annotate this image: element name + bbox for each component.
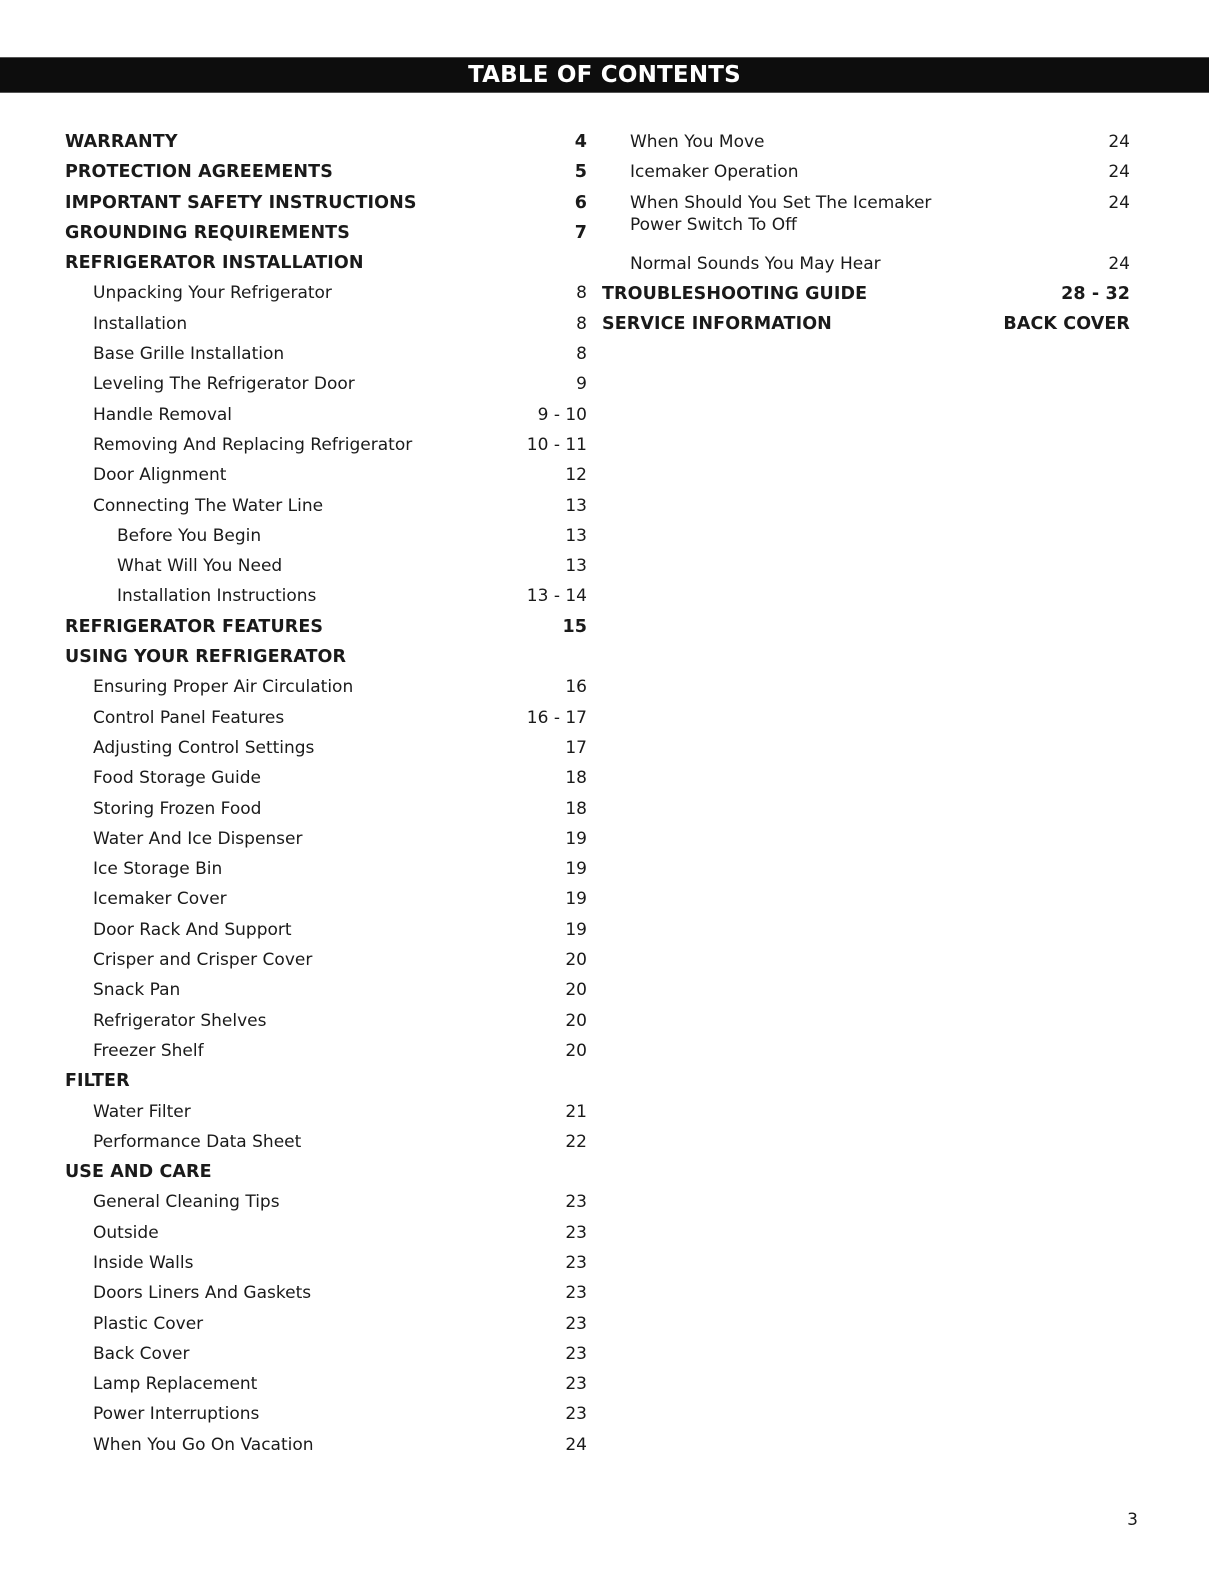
toc-entry-page: 28 - 32 bbox=[1061, 283, 1130, 304]
toc-entry bbox=[65, 1399, 587, 1429]
toc-entry bbox=[602, 279, 1130, 309]
toc-entry-page: 8 bbox=[576, 283, 587, 304]
toc-entry-page: 20 bbox=[565, 950, 587, 971]
toc-entry-title: Power Interruptions bbox=[93, 1404, 260, 1425]
toc-entry-page: 18 bbox=[565, 798, 587, 819]
toc-entry-title: General Cleaning Tips bbox=[93, 1192, 280, 1213]
toc-entry-page: 19 bbox=[565, 919, 587, 940]
toc-entry-title: Water Filter bbox=[93, 1101, 191, 1122]
toc-entry-title: When You Go On Vacation bbox=[93, 1434, 314, 1455]
toc-entry-page: 24 bbox=[1108, 192, 1130, 213]
toc-entry bbox=[65, 127, 587, 157]
toc-entry bbox=[65, 1006, 587, 1036]
toc-entry bbox=[65, 975, 587, 1005]
toc-entry-title: Crisper and Crisper Cover bbox=[93, 950, 313, 971]
toc-entry-title: Removing And Replacing Refrigerator bbox=[93, 434, 413, 455]
toc-entry-title: Inside Walls bbox=[93, 1252, 194, 1273]
toc-entry-page: 23 bbox=[565, 1283, 587, 1304]
toc-entry-page: 23 bbox=[565, 1343, 587, 1364]
toc-entry-page: 24 bbox=[1108, 162, 1130, 183]
toc-entry-title: Plastic Cover bbox=[93, 1313, 204, 1334]
toc-entry bbox=[65, 672, 587, 702]
toc-entry bbox=[65, 157, 587, 187]
toc-entry bbox=[65, 400, 587, 430]
toc-entry-title: When Should You Set The Icemaker Power Switch To Off bbox=[630, 192, 932, 235]
toc-entry bbox=[65, 1097, 587, 1127]
toc-entry-title: Performance Data Sheet bbox=[93, 1131, 302, 1152]
toc-entry bbox=[65, 763, 587, 793]
toc-entry-page: 5 bbox=[574, 162, 587, 183]
toc-entry-page: 23 bbox=[565, 1192, 587, 1213]
toc-entry-page: 19 bbox=[565, 889, 587, 910]
toc-entry bbox=[65, 491, 587, 521]
toc-entry bbox=[602, 249, 1130, 279]
toc-entry bbox=[65, 1430, 587, 1460]
toc-entry-title: Before You Begin bbox=[117, 525, 262, 546]
toc-entry-title: REFRIGERATOR FEATURES bbox=[65, 616, 324, 637]
toc-entry-title: Adjusting Control Settings bbox=[93, 737, 315, 758]
toc-entry-title: FILTER bbox=[65, 1071, 130, 1092]
toc-entry-title: Snack Pan bbox=[93, 980, 181, 1001]
toc-entry-title: Leveling The Refrigerator Door bbox=[93, 374, 355, 395]
toc-entry bbox=[602, 127, 1130, 157]
toc-entry-page: 23 bbox=[565, 1222, 587, 1243]
toc-entry bbox=[65, 612, 587, 642]
toc-entry bbox=[65, 824, 587, 854]
toc-entry-title: USE AND CARE bbox=[65, 1162, 212, 1183]
toc-entry-page: 19 bbox=[565, 828, 587, 849]
toc-entry-page: 22 bbox=[565, 1131, 587, 1152]
page-title: TABLE OF CONTENTS bbox=[468, 62, 741, 88]
toc-entry-page: 12 bbox=[565, 465, 587, 486]
toc-entry bbox=[65, 218, 587, 248]
toc-entry-title: Base Grille Installation bbox=[93, 344, 285, 365]
toc-entry-page: 8 bbox=[576, 344, 587, 365]
toc-entry-page: BACK COVER bbox=[1003, 314, 1130, 335]
toc-entry-page: 18 bbox=[565, 768, 587, 789]
toc-entry-page: 4 bbox=[574, 132, 587, 152]
toc-entry-page: 23 bbox=[565, 1404, 587, 1425]
toc-entry-title: Ice Storage Bin bbox=[93, 859, 223, 880]
toc-entry-page: 13 - 14 bbox=[526, 586, 587, 607]
toc-entry bbox=[65, 430, 587, 460]
toc-entry bbox=[65, 1157, 587, 1187]
toc-entry-title: PROTECTION AGREEMENTS bbox=[65, 162, 333, 183]
toc-entry-title: Outside bbox=[93, 1222, 159, 1243]
toc-entry-page: 19 bbox=[565, 859, 587, 880]
toc-entry-page: 21 bbox=[565, 1101, 587, 1122]
toc-entry-title: Installation bbox=[93, 313, 188, 334]
toc-entry bbox=[602, 188, 1130, 249]
toc-entry-title: Control Panel Features bbox=[93, 707, 285, 728]
toc-entry-page: 9 bbox=[576, 374, 587, 395]
toc-entry-page: 23 bbox=[565, 1374, 587, 1395]
toc-entry-page: 10 - 11 bbox=[526, 434, 587, 455]
toc-entry-title: Back Cover bbox=[93, 1343, 190, 1364]
toc-entry-page: 16 bbox=[565, 677, 587, 698]
toc-entry-title: Normal Sounds You May Hear bbox=[630, 253, 881, 274]
toc-right-column bbox=[602, 127, 1130, 339]
toc-entry-title: IMPORTANT SAFETY INSTRUCTIONS bbox=[65, 192, 417, 213]
toc-entry-title: SERVICE INFORMATION bbox=[602, 314, 832, 335]
toc-entry-title: Storing Frozen Food bbox=[93, 798, 262, 819]
toc-entry bbox=[602, 157, 1130, 187]
toc-entry-title: Icemaker Cover bbox=[93, 889, 227, 910]
toc-entry bbox=[65, 1339, 587, 1369]
toc-entry bbox=[65, 188, 587, 218]
toc-entry bbox=[65, 1036, 587, 1066]
page-number: 3 bbox=[1127, 1510, 1138, 1530]
toc-entry bbox=[65, 1369, 587, 1399]
toc-entry bbox=[65, 1187, 587, 1217]
toc-entry-page: 20 bbox=[565, 1040, 587, 1061]
toc-entry-title: Door Alignment bbox=[93, 465, 227, 486]
toc-entry bbox=[65, 1248, 587, 1278]
toc-entry-title: Handle Removal bbox=[93, 404, 233, 425]
toc-entry bbox=[65, 854, 587, 884]
toc-entry-title: Ensuring Proper Air Circulation bbox=[93, 677, 354, 698]
toc-entry-page: 16 - 17 bbox=[526, 707, 587, 728]
title-banner bbox=[0, 57, 1209, 93]
toc-entry-title: REFRIGERATOR INSTALLATION bbox=[65, 253, 364, 274]
toc-entry-page: 15 bbox=[562, 616, 587, 637]
toc-entry bbox=[65, 1309, 587, 1339]
toc-entry-page: 6 bbox=[574, 192, 587, 213]
toc-entry-title: Icemaker Operation bbox=[630, 162, 799, 183]
toc-entry bbox=[65, 581, 587, 611]
toc-entry-title: Installation Instructions bbox=[117, 586, 317, 607]
toc-entry-page: 24 bbox=[565, 1434, 587, 1455]
toc-entry-page: 24 bbox=[1108, 132, 1130, 152]
toc-entry bbox=[65, 309, 587, 339]
toc-entry-title: USING YOUR REFRIGERATOR bbox=[65, 647, 347, 668]
toc-entry-page: 23 bbox=[565, 1252, 587, 1273]
toc-entry bbox=[65, 339, 587, 369]
toc-entry bbox=[65, 945, 587, 975]
toc-entry-page: 13 bbox=[565, 525, 587, 546]
toc-entry-title: What Will You Need bbox=[117, 556, 283, 577]
toc-entry bbox=[65, 369, 587, 399]
toc-entry bbox=[65, 733, 587, 763]
toc-entry bbox=[65, 1278, 587, 1308]
toc-entry-title: Lamp Replacement bbox=[93, 1374, 258, 1395]
toc-entry bbox=[65, 460, 587, 490]
toc-entry-title: Unpacking Your Refrigerator bbox=[93, 283, 332, 304]
toc-entry-title: GROUNDING REQUIREMENTS bbox=[65, 222, 350, 243]
toc-entry bbox=[602, 309, 1130, 339]
toc-entry-title: Freezer Shelf bbox=[93, 1040, 204, 1061]
toc-entry bbox=[65, 915, 587, 945]
toc-entry-page: 23 bbox=[565, 1313, 587, 1334]
toc-entry-title: When You Move bbox=[630, 132, 765, 152]
toc-entry bbox=[65, 794, 587, 824]
toc-entry bbox=[65, 884, 587, 914]
toc-entry bbox=[65, 521, 587, 551]
toc-entry-page: 24 bbox=[1108, 253, 1130, 274]
toc-entry-page: 20 bbox=[565, 1010, 587, 1031]
toc-entry-title: Door Rack And Support bbox=[93, 919, 292, 940]
toc-entry-title: Food Storage Guide bbox=[93, 768, 262, 789]
toc-entry-title: Doors Liners And Gaskets bbox=[93, 1283, 312, 1304]
toc-entry-title: Connecting The Water Line bbox=[93, 495, 324, 516]
toc-entry-title: Refrigerator Shelves bbox=[93, 1010, 267, 1031]
toc-entry-page: 17 bbox=[565, 737, 587, 758]
toc-entry-title: WARRANTY bbox=[65, 132, 178, 152]
toc-entry bbox=[65, 1066, 587, 1096]
toc-entry-page: 7 bbox=[574, 222, 587, 243]
toc-entry-page: 13 bbox=[565, 556, 587, 577]
toc-entry bbox=[65, 642, 587, 672]
toc-entry-title: Water And Ice Dispenser bbox=[93, 828, 303, 849]
toc-entry-page: 8 bbox=[576, 313, 587, 334]
toc-entry-title: TROUBLESHOOTING GUIDE bbox=[602, 283, 868, 304]
toc-entry bbox=[65, 1127, 587, 1157]
toc-entry bbox=[65, 703, 587, 733]
toc-entry bbox=[65, 248, 587, 278]
toc-entry-page: 9 - 10 bbox=[537, 404, 587, 425]
toc-entry-page: 20 bbox=[565, 980, 587, 1001]
toc-entry-page: 13 bbox=[565, 495, 587, 516]
toc-entry bbox=[65, 551, 587, 581]
toc-left-column bbox=[65, 127, 587, 1460]
toc-entry bbox=[65, 278, 587, 308]
toc-entry bbox=[65, 1218, 587, 1248]
